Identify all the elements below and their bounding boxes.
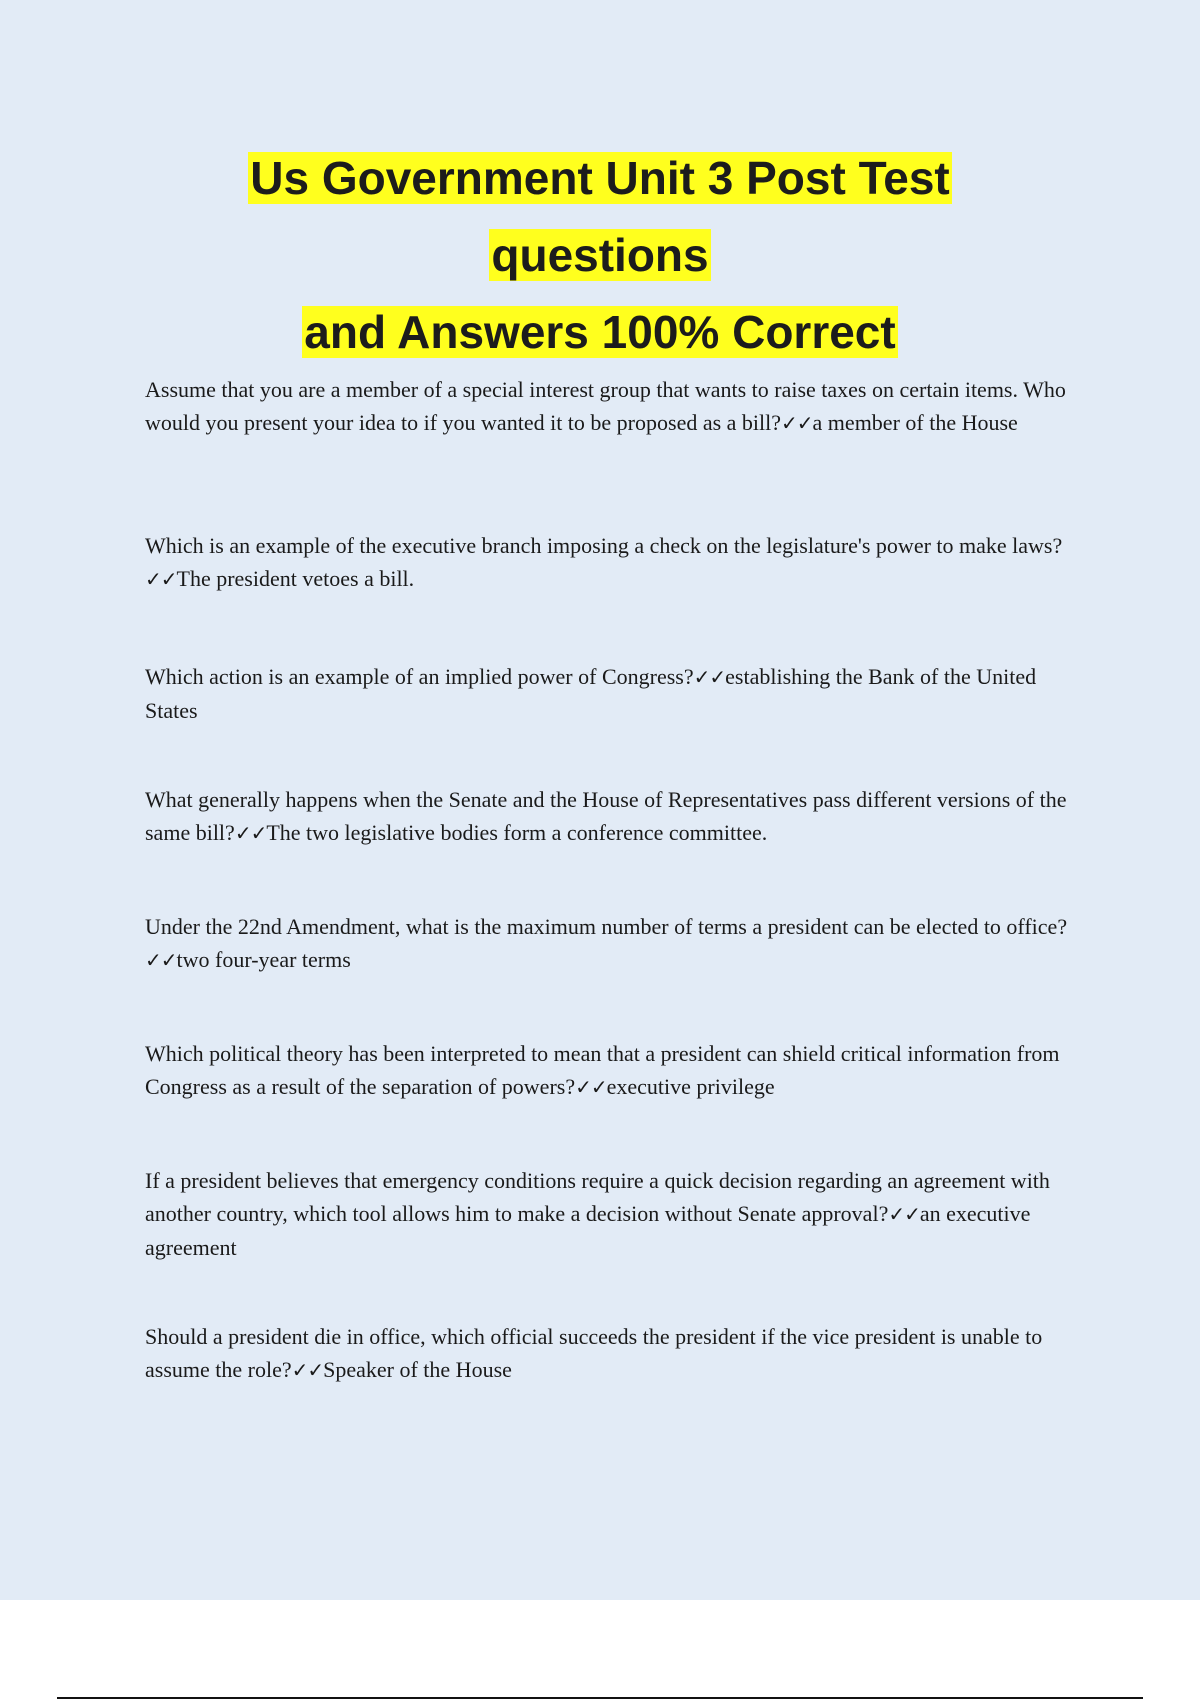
page-title	[0, 140, 1200, 371]
qa-item	[145, 783, 1090, 850]
answer-text: executive privilege	[606, 1074, 775, 1099]
answer-text: The two legislative bodies form a conference committee.	[266, 820, 768, 845]
double-check-icon: ✓✓	[234, 821, 267, 845]
question-text: If a president believes that emergency conditions require a quick decision regarding an agreement with another country, which tool allows him to make a decision without Senate approval?	[145, 1168, 1050, 1226]
qa-item	[145, 660, 1090, 727]
qa-item	[145, 1320, 1090, 1387]
answer-text: The president vetoes a bill.	[176, 566, 415, 591]
double-check-icon: ✓✓	[575, 1075, 607, 1099]
double-check-icon: ✓✓	[145, 948, 177, 972]
qa-item	[145, 373, 1090, 440]
question-text: Which is an example of the executive branch imposing a check on the legislature's power to make laws?	[145, 533, 1063, 558]
answer-text: an executive agreement	[145, 1201, 1031, 1260]
double-check-icon: ✓✓	[291, 1358, 324, 1382]
answer-text: Speaker of the House	[323, 1357, 512, 1382]
question-text: What generally happens when the Senate and the House of Representatives pass different versions of the same bill?	[145, 787, 1067, 845]
answer-text: establishing the Bank of the United States	[145, 664, 1037, 723]
double-check-icon: ✓✓	[693, 665, 726, 689]
qa-item	[145, 1164, 1090, 1264]
question-text: Should a president die in office, which official succeeds the president if the vice president is unable to assume the role?	[145, 1324, 1043, 1382]
double-check-icon: ✓✓	[781, 411, 813, 435]
qa-item	[145, 1037, 1090, 1104]
qa-item	[145, 910, 1090, 977]
title-line-1: Us Government Unit 3 Post Test	[250, 152, 950, 204]
question-text: Under the 22nd Amendment, what is the maximum number of terms a president can be elected to office?	[145, 914, 1068, 939]
footer-rule	[57, 1697, 1143, 1699]
question-text: Which action is an example of an implied power of Congress?	[145, 664, 694, 689]
question-text: Assume that you are a member of a special interest group that wants to raise taxes on certain items. Who would you present your idea to if you wanted it to be proposed as a bill?	[145, 377, 1066, 435]
title-line-3: and Answers 100% Correct	[304, 306, 896, 358]
double-check-icon: ✓✓	[145, 567, 177, 591]
question-text: Which political theory has been interpreted to mean that a president can shield critical information from Congress as a result of the separation of powers?	[145, 1041, 1060, 1099]
title-line-2: questions	[491, 229, 709, 281]
double-check-icon: ✓✓	[888, 1202, 920, 1226]
answer-text: a member of the House	[812, 410, 1018, 435]
qa-item	[145, 529, 1090, 596]
answer-text: two four-year terms	[176, 947, 351, 972]
